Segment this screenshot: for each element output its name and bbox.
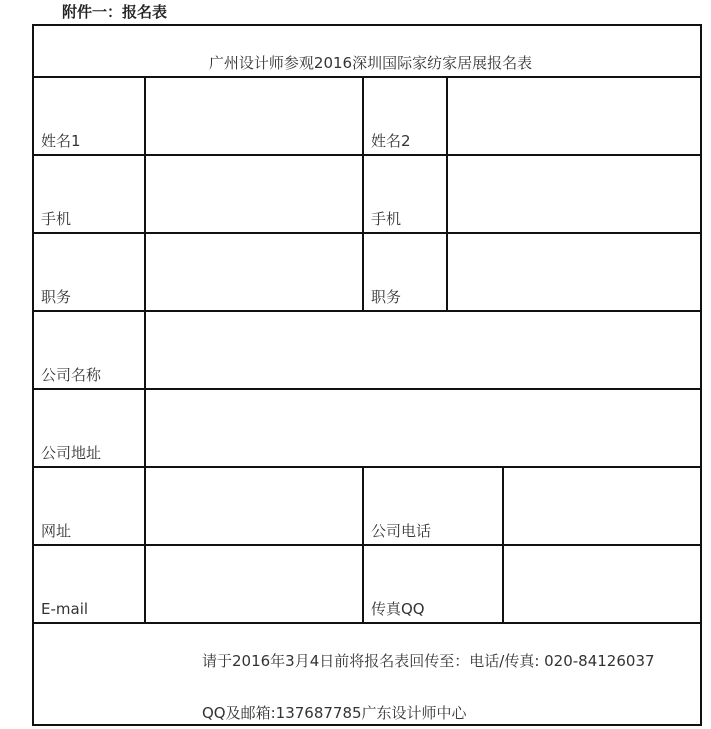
submission-note-contact: QQ及邮箱:137687785广东设计师中心 — [202, 704, 467, 722]
name2-label: 姓名2 — [363, 77, 447, 155]
mobile1-input-cell[interactable] — [145, 155, 363, 233]
company-name-row — [33, 311, 701, 389]
company-name-input-cell[interactable] — [145, 311, 701, 389]
mobile2-label: 手机 — [363, 155, 447, 233]
company-name-label: 公司名称 — [33, 311, 145, 389]
fax-qq-input-cell[interactable] — [503, 545, 701, 623]
position1-input-cell[interactable] — [145, 233, 363, 311]
position2-label: 职务 — [363, 233, 447, 311]
submission-note-row — [33, 623, 701, 725]
position1-label: 职务 — [33, 233, 145, 311]
name-row — [33, 77, 701, 155]
submission-note-deadline: 请于2016年3月4日前将报名表回传至：电话/传真: 020-84126037 — [202, 652, 655, 670]
company-address-label: 公司地址 — [33, 389, 145, 467]
email-row — [33, 545, 701, 623]
name1-input-cell[interactable] — [145, 77, 363, 155]
website-row — [33, 467, 701, 545]
position2-input-cell[interactable] — [447, 233, 701, 311]
submission-note — [33, 623, 701, 725]
mobile1-label: 手机 — [33, 155, 145, 233]
name1-label: 姓名1 — [33, 77, 145, 155]
mobile2-input-cell[interactable] — [447, 155, 701, 233]
company-phone-label: 公司电话 — [363, 467, 503, 545]
name2-input-cell[interactable] — [447, 77, 701, 155]
form-title-row — [33, 25, 701, 77]
email-input-cell[interactable] — [145, 545, 363, 623]
company-address-input-cell[interactable] — [145, 389, 701, 467]
email-label: E-mail — [33, 545, 145, 623]
company-address-row — [33, 389, 701, 467]
form-title: 广州设计师参观2016深圳国际家纺家居展报名表 — [33, 25, 701, 77]
attachment-heading: 附件一：报名表 — [62, 3, 168, 21]
registration-form-table — [32, 24, 702, 726]
mobile-row — [33, 155, 701, 233]
website-label: 网址 — [33, 467, 145, 545]
fax-qq-label: 传真QQ — [363, 545, 503, 623]
company-phone-input-cell[interactable] — [503, 467, 701, 545]
website-input-cell[interactable] — [145, 467, 363, 545]
position-row — [33, 233, 701, 311]
